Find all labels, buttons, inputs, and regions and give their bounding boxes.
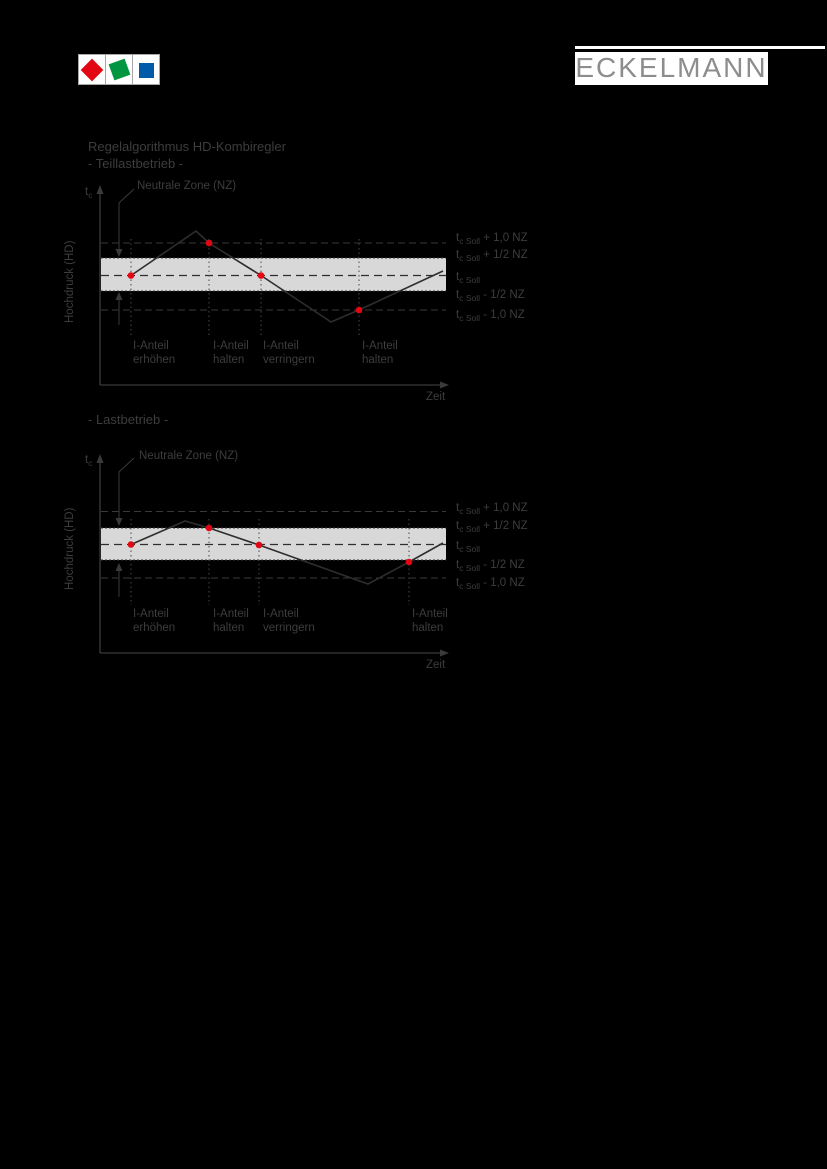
x-axis-arrow-icon [440, 650, 449, 657]
chart1-title-line1: Regelalgorithmus HD-Kombiregler [88, 139, 286, 154]
y-axis-symbol: $t_c$ [85, 186, 93, 200]
y-axis-arrow-icon [97, 454, 104, 463]
phase-label-halten: I-Anteil halten [362, 340, 398, 366]
reference-label-plus-1-0-nz: $t_{c Soll} + 1,0$ NZ [456, 232, 528, 246]
reference-label-plus-1-2-nz: $t_{c Soll} + 1/2$ NZ [456, 520, 528, 534]
up-arrow-icon [116, 292, 123, 300]
chart1-title-line2: - Teillastbetrieb - [88, 156, 184, 171]
phase-label-halten: I-Anteil halten [213, 608, 249, 634]
reference-label-setpoint: $t_{c Soll}$ [456, 540, 480, 554]
neutral-zone-band [101, 258, 446, 291]
reference-label-minus-1-2-nz: $t_{c Soll} - 1/2$ NZ [456, 289, 525, 303]
chart2-title-line1: - Lastbetrieb - [88, 412, 169, 427]
control-point [356, 307, 363, 314]
control-point [128, 272, 135, 279]
reference-label-minus-1-0-nz: $t_{c Soll} - 1,0$ NZ [456, 309, 525, 323]
phase-label-verringern: I-Anteil verringern [263, 340, 315, 366]
reference-label-setpoint: $t_{c Soll}$ [456, 271, 480, 285]
control-point [258, 272, 265, 279]
x-axis-label: Zeit [426, 391, 446, 403]
control-point [206, 240, 213, 247]
neutral-zone-leader-line [119, 458, 134, 519]
down-arrow-icon [116, 518, 123, 526]
phase-label-erhoehen: I-Anteil erhöhen [133, 340, 176, 366]
y-axis-label: Hochdruck (HD) [64, 507, 76, 590]
down-arrow-icon [116, 249, 123, 257]
neutral-zone-leader-line [119, 189, 134, 250]
neutral-zone-annotation: Neutrale Zone (NZ) [139, 450, 239, 462]
y-axis-symbol: $t_c$ [85, 454, 93, 468]
x-axis-label: Zeit [426, 659, 446, 671]
reference-label-minus-1-0-nz: $t_{c Soll} - 1,0$ NZ [456, 577, 525, 591]
brand-text: ECKELMANN [575, 52, 768, 83]
phase-label-verringern: I-Anteil verringern [263, 608, 315, 634]
control-point [256, 542, 263, 549]
phase-label-halten: I-Anteil halten [412, 608, 448, 634]
neutral-zone-annotation: Neutrale Zone (NZ) [137, 180, 237, 192]
x-axis-arrow-icon [440, 382, 449, 389]
control-point [406, 559, 413, 566]
y-axis-label: Hochdruck (HD) [64, 240, 76, 323]
up-arrow-icon [116, 563, 123, 571]
phase-label-halten: I-Anteil halten [213, 340, 249, 366]
reference-label-plus-1-0-nz: $t_{c Soll} + 1,0$ NZ [456, 502, 528, 516]
phase-label-erhoehen: I-Anteil erhöhen [133, 608, 176, 634]
reference-label-minus-1-2-nz: $t_{c Soll} - 1/2$ NZ [456, 559, 525, 573]
reference-label-plus-1-2-nz: $t_{c Soll} + 1/2$ NZ [456, 249, 528, 263]
control-point [128, 541, 135, 548]
y-axis-arrow-icon [97, 185, 104, 194]
control-point [206, 525, 213, 532]
